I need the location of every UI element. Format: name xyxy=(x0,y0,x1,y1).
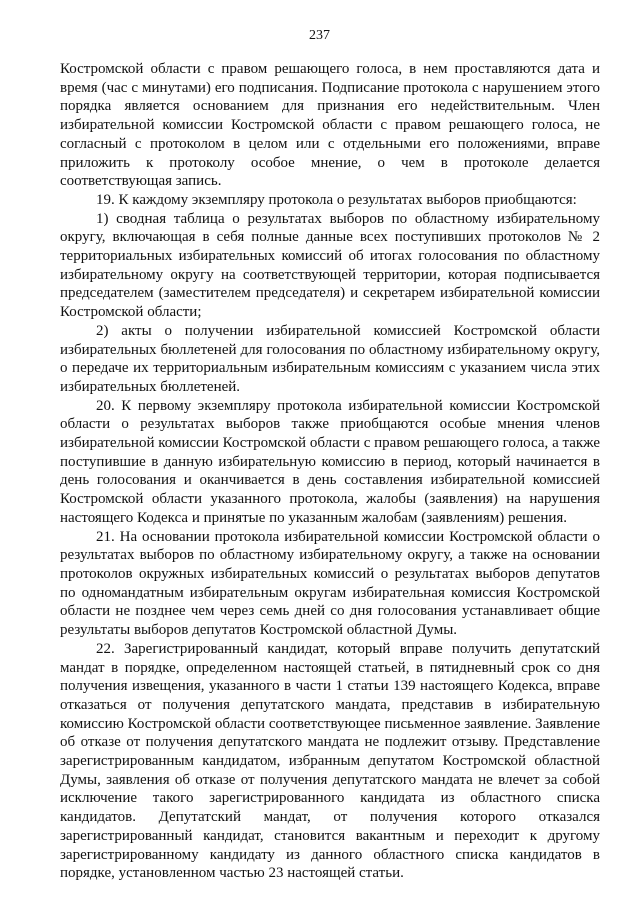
document-body xyxy=(60,60,600,883)
paragraph-clause-20: 20. К первому экземпляру протокола избирательной комиссии Костромской области о результатах выборов также приобщаются особые мнения членов избирательной комиссии Костромской области с правом решающего голоса, а также поступившие в данную избирательную комиссию в период, который начинается в день голосования и оканчивается в день составления избирательной комиссией Костромской области указанного протокола, жалобы (заявления) на нарушения настоящего Кодекса и принятые по указанным жалобам (заявлениям) решения. xyxy=(60,397,600,526)
paragraph-continuation: Костромской области с правом решающего голоса, в нем проставляются дата и время (час с минутами) его подписания. Подписание протокола с нарушением этого порядка является основанием для признания его недействительным. Член избирательной комиссии Костромской области с правом решающего голоса, не согласный с протоколом в целом или с отдельными его положениями, вправе приложить к протоколу особое мнение, о чем в протоколе делается соответствующая запись. xyxy=(60,61,600,190)
page-number: 237 xyxy=(309,28,330,43)
paragraph-clause-21: 21. На основании протокола избирательной комиссии Костромской области о результатах выборов по областному избирательному округу, а также на основании протоколов окружных избирательных комиссий о результатах выборов депутатов по одномандатным избирательным округам избирательная комиссия Костромской области не позднее чем через семь дней со дня голосования устанавливает общие результаты выборов депутатов Костромской областной Думы. xyxy=(60,528,600,639)
paragraph-clause-19-1: 1) сводная таблица о результатах выборов по областному избирательному округу, включающая в себя полные данные всех поступивших протоколов № 2 территориальных избирательных комиссий об итогах голосования по областному избирательному округу на соответствующей территории, которая подписывается председателем (заместителем председателя) и секретарем избирательной комиссии Костромской области; xyxy=(60,210,600,321)
paragraph-clause-22: 22. Зарегистрированный кандидат, который вправе получить депутатский мандат в порядке, определенном настоящей статьей, в пятидневный срок со дня получения извещения, указанного в части 1 статьи 139 настоящего Кодекса, вправе отказаться от получения депутатского мандата, представив в избирательную комиссию Костромской области соответствующее письменное заявление. Заявление об отказе от получения депутатского мандата не подлежит отзыву. Представление зарегистрированным кандидатом, избранным депутатом Костромской областной Думы, заявления об отказе от получения депутатского мандата не влечет за собой исключение такого зарегистрированного кандидата из областного списка кандидатов. Депутатский мандат, от получения которого отказался зарегистрированный кандидат, становится вакантным и переходит к другому зарегистрированному кандидату из данного областного списка кандидатов в порядке, установленном частью 23 настоящей статьи. xyxy=(60,640,600,882)
paragraph-clause-19-2: 2) акты о получении избирательной комиссией Костромской области избирательных бюллетеней для голосования по областному избирательному округу, о передаче их территориальным избирательным комиссиям с указанием числа этих избирательных бюллетеней. xyxy=(60,322,600,395)
paragraph-clause-19: 19. К каждому экземпляру протокола о результатах выборов приобщаются: xyxy=(96,191,577,208)
